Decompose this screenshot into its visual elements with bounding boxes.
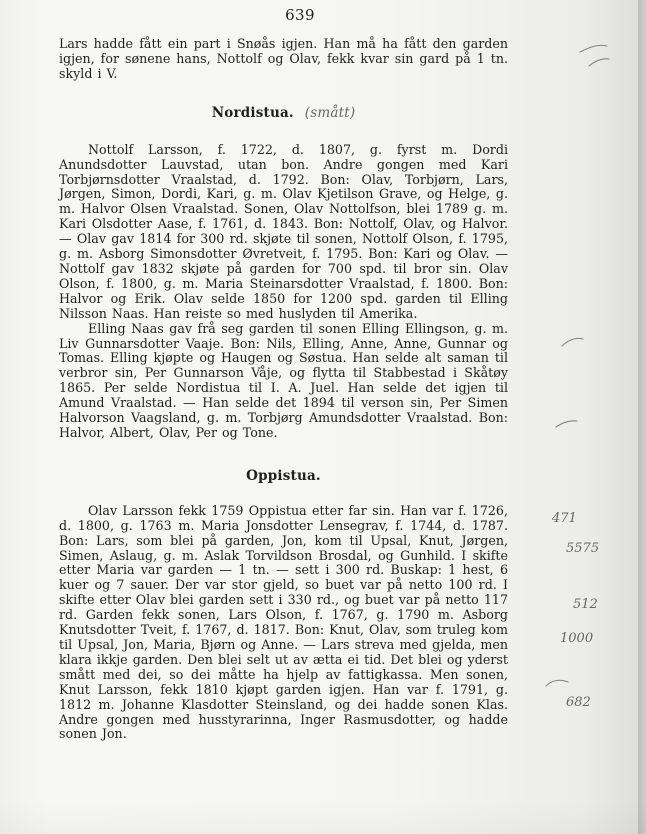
page-number: 639 <box>285 6 315 24</box>
handwritten-annotation: (smått) <box>304 104 356 121</box>
margin-note-682: 682 <box>566 695 591 710</box>
margin-mark-5 <box>546 680 568 686</box>
nordistua-paragraph-1: Nottolf Larsson, f. 1722, d. 1807, g. fyrst m. Dordi Anundsdotter Lauvstad, utan bon. Andre gongen med Kari Torbjørnsdotter Vraalstad, d. 1792. Bon: Olav, Torbjørn, Lars, Jørgen, Simon, Dordi, Kari, g. m. Olav Kjetilson Grave, og Helge, g. m. Halvor Olsen Vraalstad. Sonen, Olav Nottolfson, blei 1789 g. m. Kari Olsdotter Aase, f. 1761, d. 1843. Bon: Nottolf, Olav, og Halvor. — Olav gav 1814 for 300 rd. skjøte til sonen, Nottolf Olson, f. 1795, g. m. Asborg Simonsdotter Øvretveit, f. 1795. Bon: Kari og Olav. — Nottolf gav 1832 skjøte på garden for 700 spd. til bror sin. Olav Olson, f. 1800, g. m. Maria Steinarsdotter Vraalstad, f. 1800. Bon: Halvor og Erik. Olav selde 1850 for 1200 spd. garden til Elling Nilsson Naas. Han reiste so med huslyden til Amerika. <box>59 141 508 321</box>
margin-mark-1 <box>580 45 607 52</box>
nordistua-title: Nordistua. <box>211 104 294 121</box>
margin-note-5575: 5575 <box>566 541 600 556</box>
nordistua-paragraph-2: Elling Naas gav frå seg garden til sonen Elling Ellingson, g. m. Liv Gunnarsdotter Vaaje. Bon: Nils, Elling, Anne, Anne, Gunnar og Tomas. Elling kjøpte og Haugen og Søstua. Han selde alt saman til verbror sin, Per Gunnarson Våje, og flytta til Stabbestad i Skåtøy 1865. Per selde Nordistua til I. A. Juel. Han selde det igjen til Amund Vraalstad. — Han selde det 1894 til verson sin, Per Simen Halvorson Vaagsland, g. m. Torbjørg Amundsdotter Vraalstad. Bon: Halvor, Albert, Olav, Per og Tone. <box>59 320 508 440</box>
oppistua-heading <box>59 469 508 484</box>
nordistua-heading <box>59 106 508 121</box>
margin-mark-4 <box>556 421 577 427</box>
page-edge-shadow <box>638 0 646 834</box>
intro-paragraph: Lars hadde fått ein part i Snøås igjen. Han må ha fått den garden igjen, for sønene hans, Nottolf og Olav, fekk kvar sin gard på 1 tn. skyld i V. <box>59 36 508 81</box>
margin-note-512: 512 <box>573 597 598 612</box>
oppistua-paragraph-1: Olav Larsson fekk 1759 Oppistua etter far sin. Han var f. 1726, d. 1800, g. 1763 m. Maria Jonsdotter Lensegrav, f. 1744, d. 1787. Bon: Lars, som blei på garden, Jon, kom til Upsal, Knut, Jørgen, Simen, Aslaug, g. m. Aslak Torvildson Brosdal, og Gunhild. I skifte etter Maria var garden — 1 tn. — sett i 300 rd. Buskap: 1 hest, 6 kuer og 7 sauer. Der var stor gjeld, so buet var på netto 100 rd. I skifte etter Olav blei garden sett i 330 rd., og buet var på netto 117 rd. Garden fekk sonen, Lars Olson, f. 1767, g. 1790 m. Asborg Knutsdotter Tveit, f. 1767, d. 1817. Bon: Knut, Olav, som truleg kom til Upsal, Jon, Maria, Bjørn og Anne. — Lars streva med gjelda, men klara ikkje garden. Den blei selt ut av ætta ei tid. Det blei og yderst smått med dei, so dei måtte ha hjelp av fattigkassa. Men sonen, Knut Larsson, fekk 1810 kjøpt garden igjen. Han var f. 1791, g. 1812 m. Johanne Klasdotter Steinsland, og dei hadde sonen Klas. Andre gongen med husstyrarinna, Inger Rasmusdotter, og hadde sonen Jon. <box>59 502 508 742</box>
page-content <box>59 37 508 742</box>
oppistua-title: Oppistua. <box>246 467 321 484</box>
margin-mark-3 <box>562 338 583 346</box>
margin-note-471: 471 <box>552 511 577 526</box>
margin-mark-2 <box>589 59 609 66</box>
margin-note-1000: 1000 <box>560 631 594 646</box>
